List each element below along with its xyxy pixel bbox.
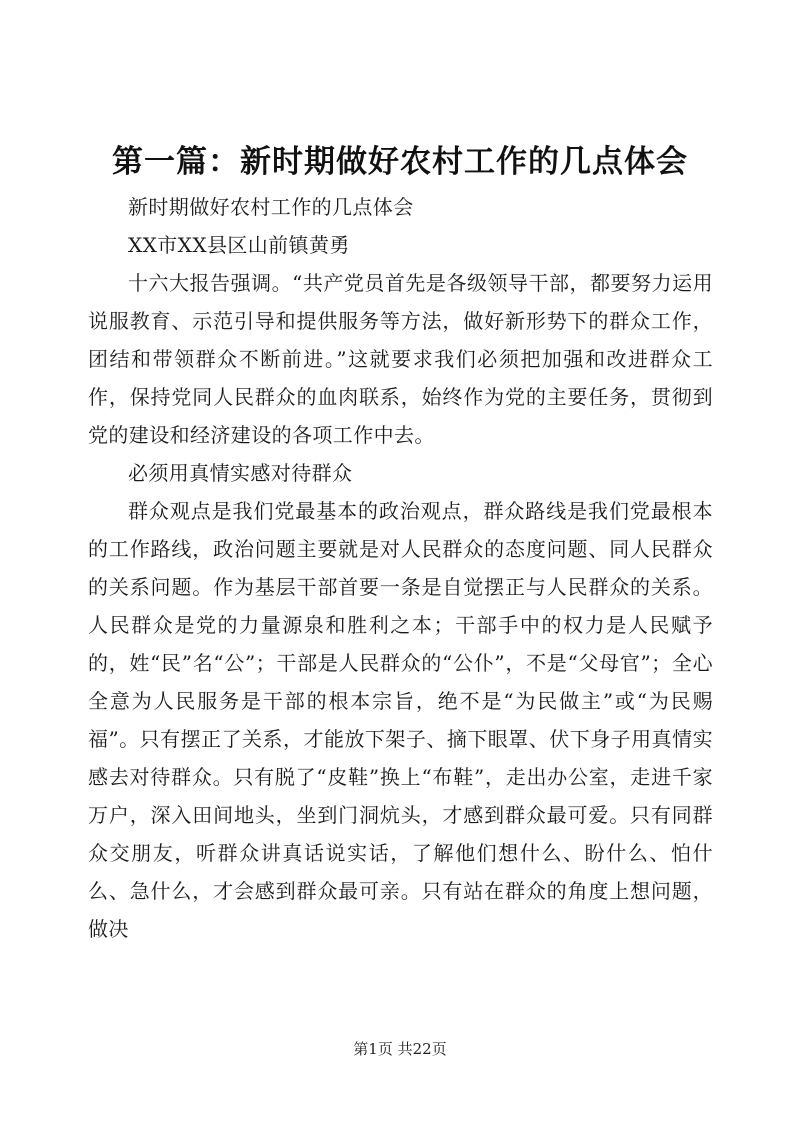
body-paragraph: 群众观点是我们党最基本的政治观点，群众路线是我们党最根本的工作路线，政治问题主要就是对人民群众的态度问题、同人民群众的关系问题。作为基层干部首要一条是自觉摆正与人民群众的关系。人民群众是党的力量源泉和胜利之本；干部手中的权力是人民赋予的，姓“民”名“公”；干部是人民群众的“公仆”，不是“父母官”；全心全意为人民服务是干部的根本宗旨，绝不是“为民做主”或“为民赐福”。只有摆正了关系，才能放下架子、摘下眼罩、伏下身子用真情实感去对待群众。只有脱了“皮鞋”换上“布鞋”，走出办公室，走进千家万户，深入田间地头，坐到门洞炕头，才感到群众最可爱。只有同群众交朋友，听群众讲真话说实话，了解他们想什么、盼什么、怕什么、急什么，才会感到群众最可亲。只有站在群众的角度上想问题，做决	[88, 499, 713, 941]
document-body	[88, 188, 713, 948]
page-footer: 第1页 共22页	[353, 1040, 447, 1058]
document-title: 第一篇：新时期做好农村工作的几点体会	[112, 144, 688, 180]
section-heading: 必须用真情实感对待群众	[128, 461, 353, 485]
author-paragraph: XX市XX县区山前镇黄勇	[128, 233, 350, 257]
subtitle-paragraph: 新时期做好农村工作的几点体会	[128, 195, 414, 219]
body-paragraph: 十六大报告强调。“共产党员首先是各级领导干部，都要努力运用说服教育、示范引导和提供服务等方法，做好新形势下的群众工作，团结和带领群众不断前进。”这就要求我们必须把加强和改进群众工作，保持党同人民群众的血肉联系，始终作为党的主要任务，贯彻到党的建设和经济建设的各项工作中去。	[88, 271, 713, 447]
